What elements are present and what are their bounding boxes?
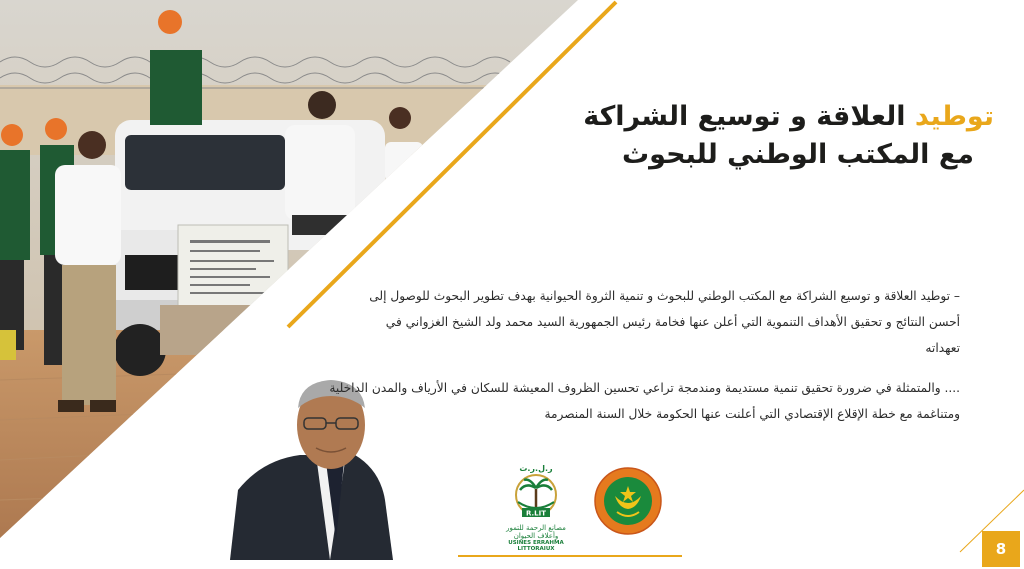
title-line1: العلاقة و توسيع الشراكة [583, 101, 906, 132]
logo-emblem-text: R.LIT [525, 509, 547, 518]
national-seal-logo [593, 466, 663, 536]
page-number-badge: 8 [982, 531, 1020, 567]
paragraph-1: – توطيد العلاقة و توسيع الشراكة مع المكتب الوطني للبحوث و تنمية الثروة الحيوانية بهدف تطوير البحوث للوصول إلى أحسن النتائج و تحقيق الأهداف التنموية التي أعلن عنها فخامة رئيس الجمهورية السيد محمد ولد الشيخ الغزواني في تعهداته [369, 289, 960, 355]
title-accent-word: توطيد [914, 101, 994, 132]
title-line2: مع المكتب الوطني للبحوث [622, 139, 974, 170]
paragraph-2: .... والمتمثلة في ضرورة تحقيق تنمية مستديمة ومندمجة تراعي تحسين الظروف المعيشة للسكان في الأرياف والمدن الداخلية ومتناغمة مع خطة الإقلاع الإقتصادي التي أعلنت عنها الحكومة خلال السنة المنصرمة [329, 381, 960, 421]
logo-arabic-name: مصانع الرحمة للتمور وأعلاف الحيوان [506, 524, 566, 540]
logo-latin-name: USINES ERRAHMA LITTORAIUX [508, 540, 564, 552]
logo-top-text: ر.ل.ر.ت [519, 464, 553, 473]
errahma-logo [500, 462, 572, 550]
page-title [474, 98, 994, 174]
bottom-divider [458, 555, 682, 557]
